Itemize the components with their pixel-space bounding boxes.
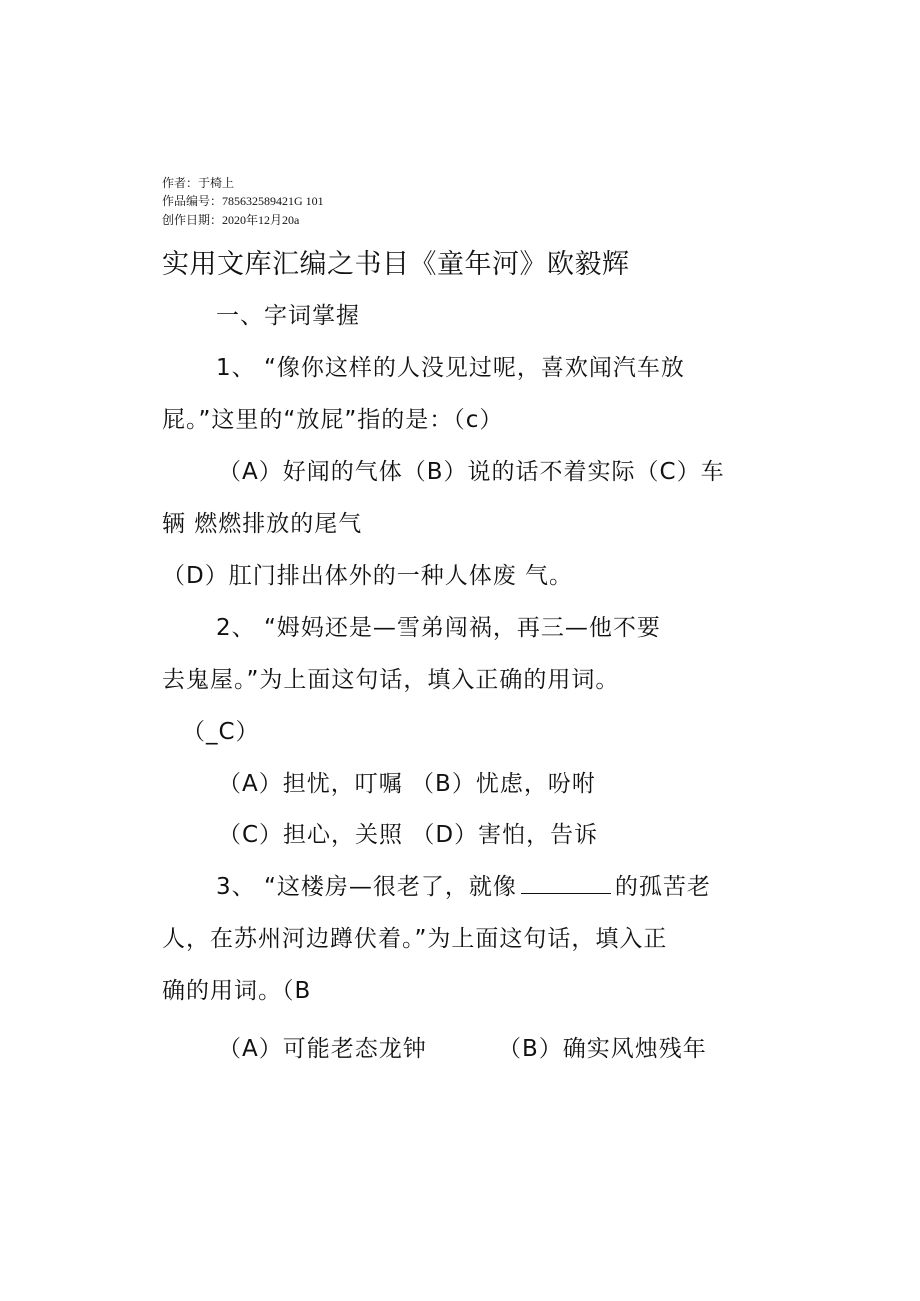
q3-option-a: （A）可能老态龙钟 (218, 1036, 427, 1062)
q2-answer: （_C） (182, 719, 260, 745)
q1-options-line-1: （A）好闻的气体（B）说的话不着实际（C）车 (218, 459, 725, 485)
q3-line-2: 人，在苏州河边蹲伏着。”为上面这句话，填入正 (162, 926, 668, 952)
author-line: 作者：于椅上 (162, 176, 235, 190)
q1-line-2: 屁。”这里的“放屁”指的是：（c） (162, 407, 504, 433)
q2-line-1: 2、 “姆妈还是—雪弟闯祸，再三—他不要 (216, 615, 661, 641)
q3-line-1-prefix: 3、 “这楼房—很老了，就像 (216, 874, 517, 900)
q3-line-1 (216, 871, 711, 903)
q1-line-1: 1、 “像你这样的人没见过呢，喜欢闻汽车放 (216, 355, 685, 381)
q2-line-2: 去鬼屋。”为上面这句话，填入正确的用词。 (162, 667, 620, 693)
q2-options-line-2: （C）担心，关照 （D）害怕，告诉 (218, 822, 599, 848)
q3-line-1-suffix: 的孤苦老 (614, 874, 711, 900)
q2-options-line-1: （A）担忧，叮嘱 （B）忧虑，吩咐 (218, 771, 596, 797)
document-title: 实用文库汇编之书目《童年河》欧毅辉 (162, 249, 630, 280)
q3-line-3: 确的用词。（B (162, 978, 312, 1004)
q1-options-line-2: 辆 燃燃排放的尾气 (162, 511, 363, 537)
section-heading: 一、字词掌握 (216, 303, 360, 329)
q3-option-b: （B）确实风烛残年 (498, 1036, 707, 1062)
work-number-line: 作品编号：785632589421G 101 (162, 194, 324, 208)
q3-fill-blank (521, 871, 611, 894)
creation-date-line: 创作日期：2020年12月20a (162, 213, 300, 227)
q1-options-line-3: （D）肛门排出体外的一种人体废 气。 (162, 563, 574, 589)
